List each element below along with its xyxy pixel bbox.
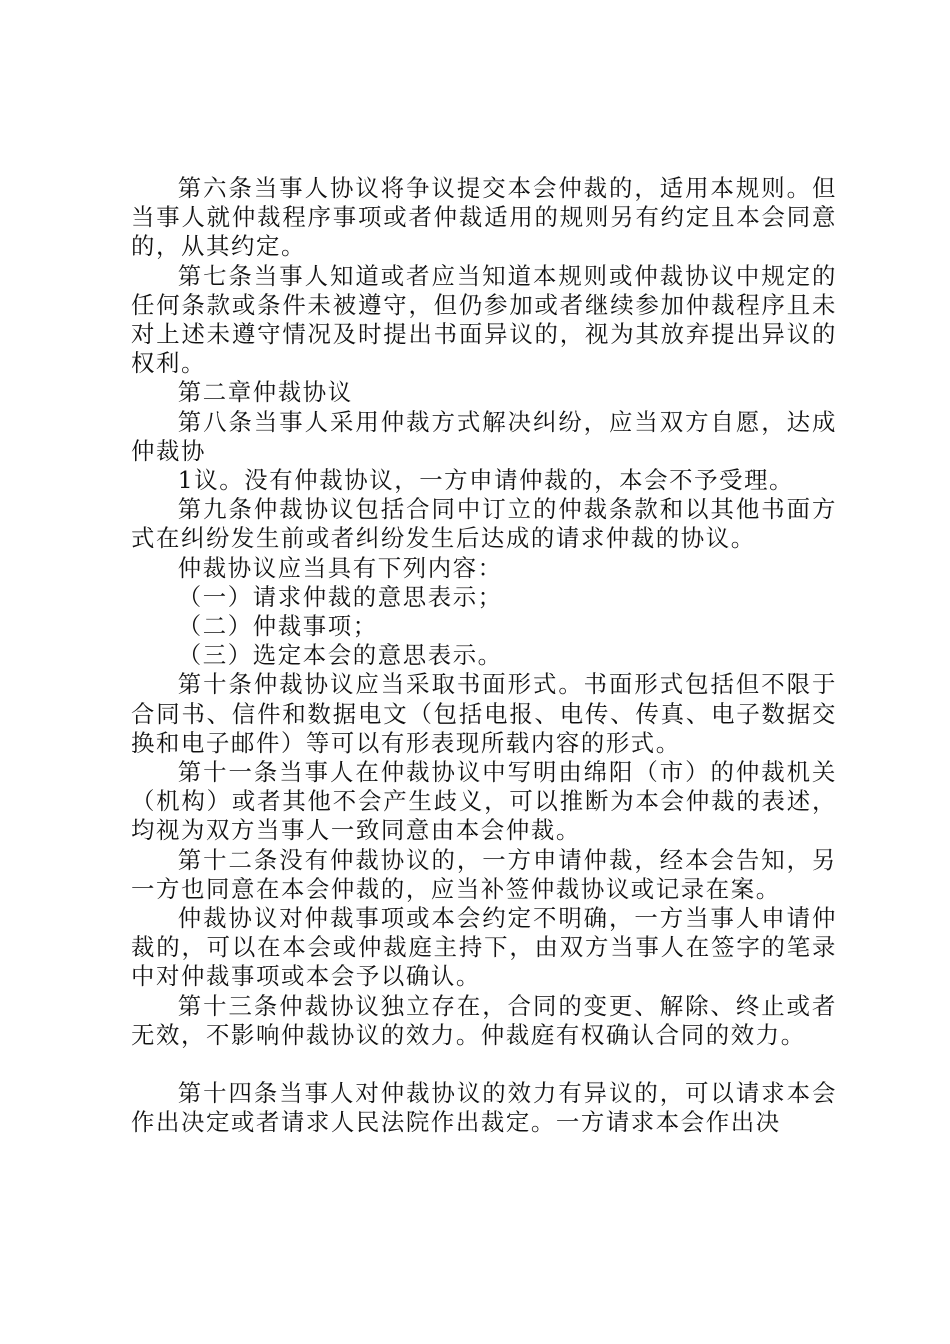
chapter-heading: 第二章仲裁协议 — [177, 378, 353, 407]
paragraph-article-7: 第七条当事人知道或者应当知道本规则或仲裁协议中规定的任何条款或条件未被遵守，但仍参加或者继续参加仲裁程序且未对上述未遵守情况及时提出书面异议的，视为其放弃提出异议的权利。 — [131, 261, 837, 378]
paragraph-article-11: 第十一条当事人在仲裁协议中写明由绵阳（市）的仲裁机关（机构）或者其他不会产生歧义，可以推断为本会仲裁的表述，均视为双方当事人一致同意由本会仲裁。 — [131, 758, 837, 845]
paragraph-article-13: 第十三条仲裁协议独立存在，合同的变更、解除、终止或者无效，不影响仲裁协议的效力。仲裁庭有权确认合同的效力。 — [131, 991, 837, 1049]
paragraph-article-12: 第十二条没有仲裁协议的，一方申请仲裁，经本会告知，另一方也同意在本会仲裁的，应当补签仲裁协议或记录在案。 — [131, 845, 837, 903]
paragraph-article-8: 第八条当事人采用仲裁方式解决纠纷，应当双方自愿，达成仲裁协 — [131, 407, 837, 465]
paragraph-article-12-second: 仲裁协议对仲裁事项或本会约定不明确，一方当事人申请仲裁的，可以在本会或仲裁庭主持下，由双方当事人在签字的笔录中对仲裁事项或本会予以确认。 — [131, 904, 837, 991]
paragraph-article-8-continued: 1议。没有仲裁协议，一方申请仲裁的，本会不予受理。 — [177, 466, 795, 495]
list-item-2: （二）仲裁事项； — [177, 612, 378, 641]
paragraph-article-14: 第十四条当事人对仲裁协议的效力有异议的，可以请求本会作出决定或者请求人民法院作出裁定。一方请求本会作出决 — [131, 1079, 837, 1137]
paragraph-article-10: 第十条仲裁协议应当采取书面形式。书面形式包括但不限于合同书、信件和数据电文（包括电报、电传、传真、电子数据交换和电子邮件）等可以有形表现所载内容的形式。 — [131, 670, 837, 757]
list-item-3: （三）选定本会的意思表示。 — [177, 641, 503, 670]
list-item-1: （一）请求仲裁的意思表示； — [177, 582, 503, 611]
document-body — [131, 174, 837, 1138]
paragraph-article-9: 第九条仲裁协议包括合同中订立的仲裁条款和以其他书面方式在纠纷发生前或者纠纷发生后达成的请求仲裁的协议。 — [131, 495, 837, 553]
paragraph-contents-intro: 仲裁协议应当具有下列内容： — [177, 553, 503, 582]
paragraph-article-6: 第六条当事人协议将争议提交本会仲裁的，适用本规则。但当事人就仲裁程序事项或者仲裁适用的规则另有约定且本会同意的，从其约定。 — [131, 174, 837, 261]
